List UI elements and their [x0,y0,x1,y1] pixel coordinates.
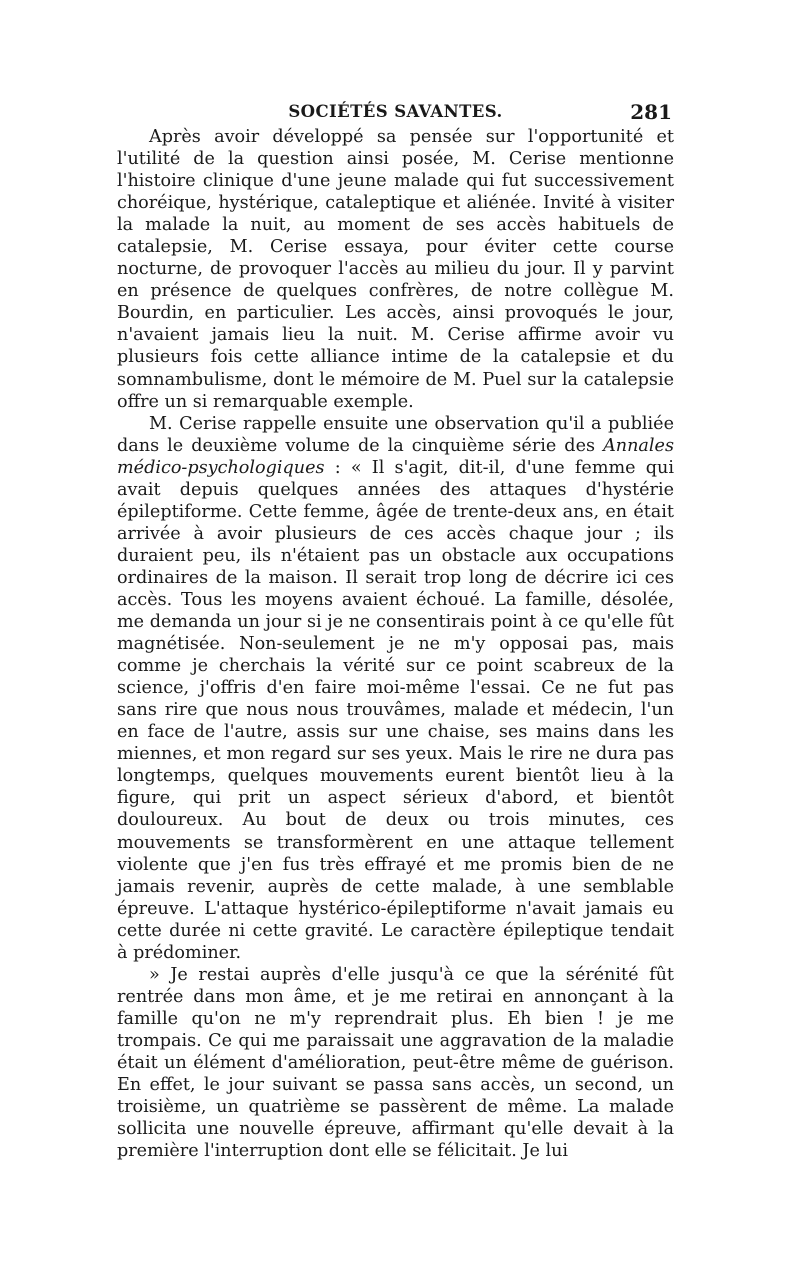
paragraph-2-lead: M. Cerise rappelle ensuite une observation qu'il a publiée dans le deuxième volume de la cinquième série des [117,413,674,456]
book-page [117,98,674,1162]
running-title: SOCIÉTÉS SAVANTES. [288,102,503,121]
paragraph-2 [117,413,674,964]
journal-title: Annales médico-psychologiques [117,435,674,478]
page-number: 281 [630,100,672,124]
paragraph-3: » Je restai auprès d'elle jusqu'à ce que la sérénité fût rentrée dans mon âme, et je me retirai en annonçant à la famille qu'on ne m'y reprendrait plus. Eh bien ! je me trompais. Ce qui me paraissait une aggravation de la maladie était un élément d'amélioration, peut-être même de guérison. En effet, le jour suivant se passa sans accès, un second, un troisième, un quatrième se passèrent de même. La malade sollicita une nouvelle épreuve, affirmant qu'elle devait à la première l'interruption dont elle se félicitait. Je lui [117,964,674,1162]
paragraph-2-rest: : « Il s'agit, dit-il, d'une femme qui avait depuis quelques années des attaques d'hystérie épileptiforme. Cette femme, âgée de trente-deux ans, en était arrivée à avoir plusieurs de ces accès chaque jour ; ils duraient peu, ils n'étaient pas un obstacle aux occupations ordinaires de la maison. Il serait trop long de décrire ici ces accès. Tous les moyens avaient échoué. La famille, désolée, me demanda un jour si je ne consentirais point à ce qu'elle fût magnétisée. Non-seulement je ne m'y opposai pas, mais comme je cherchais la vérité sur ce point scabreux de la science, j'offris d'en faire moi-même l'essai. Ce ne fut pas sans rire que nous nous trouvâmes, malade et médecin, l'un en face de l'autre, assis sur une chaise, ses mains dans les miennes, et mon regard sur ses yeux. Mais le rire ne dura pas longtemps, quelques mouvements eurent bientôt lieu à la figure, qui prit un aspect sérieux d'abord, et bientôt douloureux. Au bout de deux ou trois minutes, ces mouvements se transformèrent en une attaque tellement violente que j'en fus très effrayé et me promis bien de ne jamais revenir, auprès de cette malade, à une semblable épreuve. L'attaque hystérico-épileptiforme n'avait jamais eu cette durée ni cette gravité. Le caractère épileptique tendait à prédominer. [117,457,674,963]
paragraph-1: Après avoir développé sa pensée sur l'opportunité et l'utilité de la question ainsi posée, M. Cerise mentionne l'histoire clinique d'une jeune malade qui fut successivement choréique, hystérique, cataleptique et aliénée. Invité à visiter la malade la nuit, au moment de ses accès habituels de catalepsie, M. Cerise essaya, pour éviter cette course nocturne, de provoquer l'accès au milieu du jour. Il y parvint en présence de quelques confrères, de notre collègue M. Bourdin, en particulier. Les accès, ainsi provoqués le jour, n'avaient jamais lieu la nuit. M. Cerise affirme avoir vu plusieurs fois cette alliance intime de la catalepsie et du somnambulisme, dont le mémoire de M. Puel sur la catalepsie offre un si remarquable exemple. [117,127,674,412]
running-head [117,98,674,124]
body-text [117,126,674,1162]
